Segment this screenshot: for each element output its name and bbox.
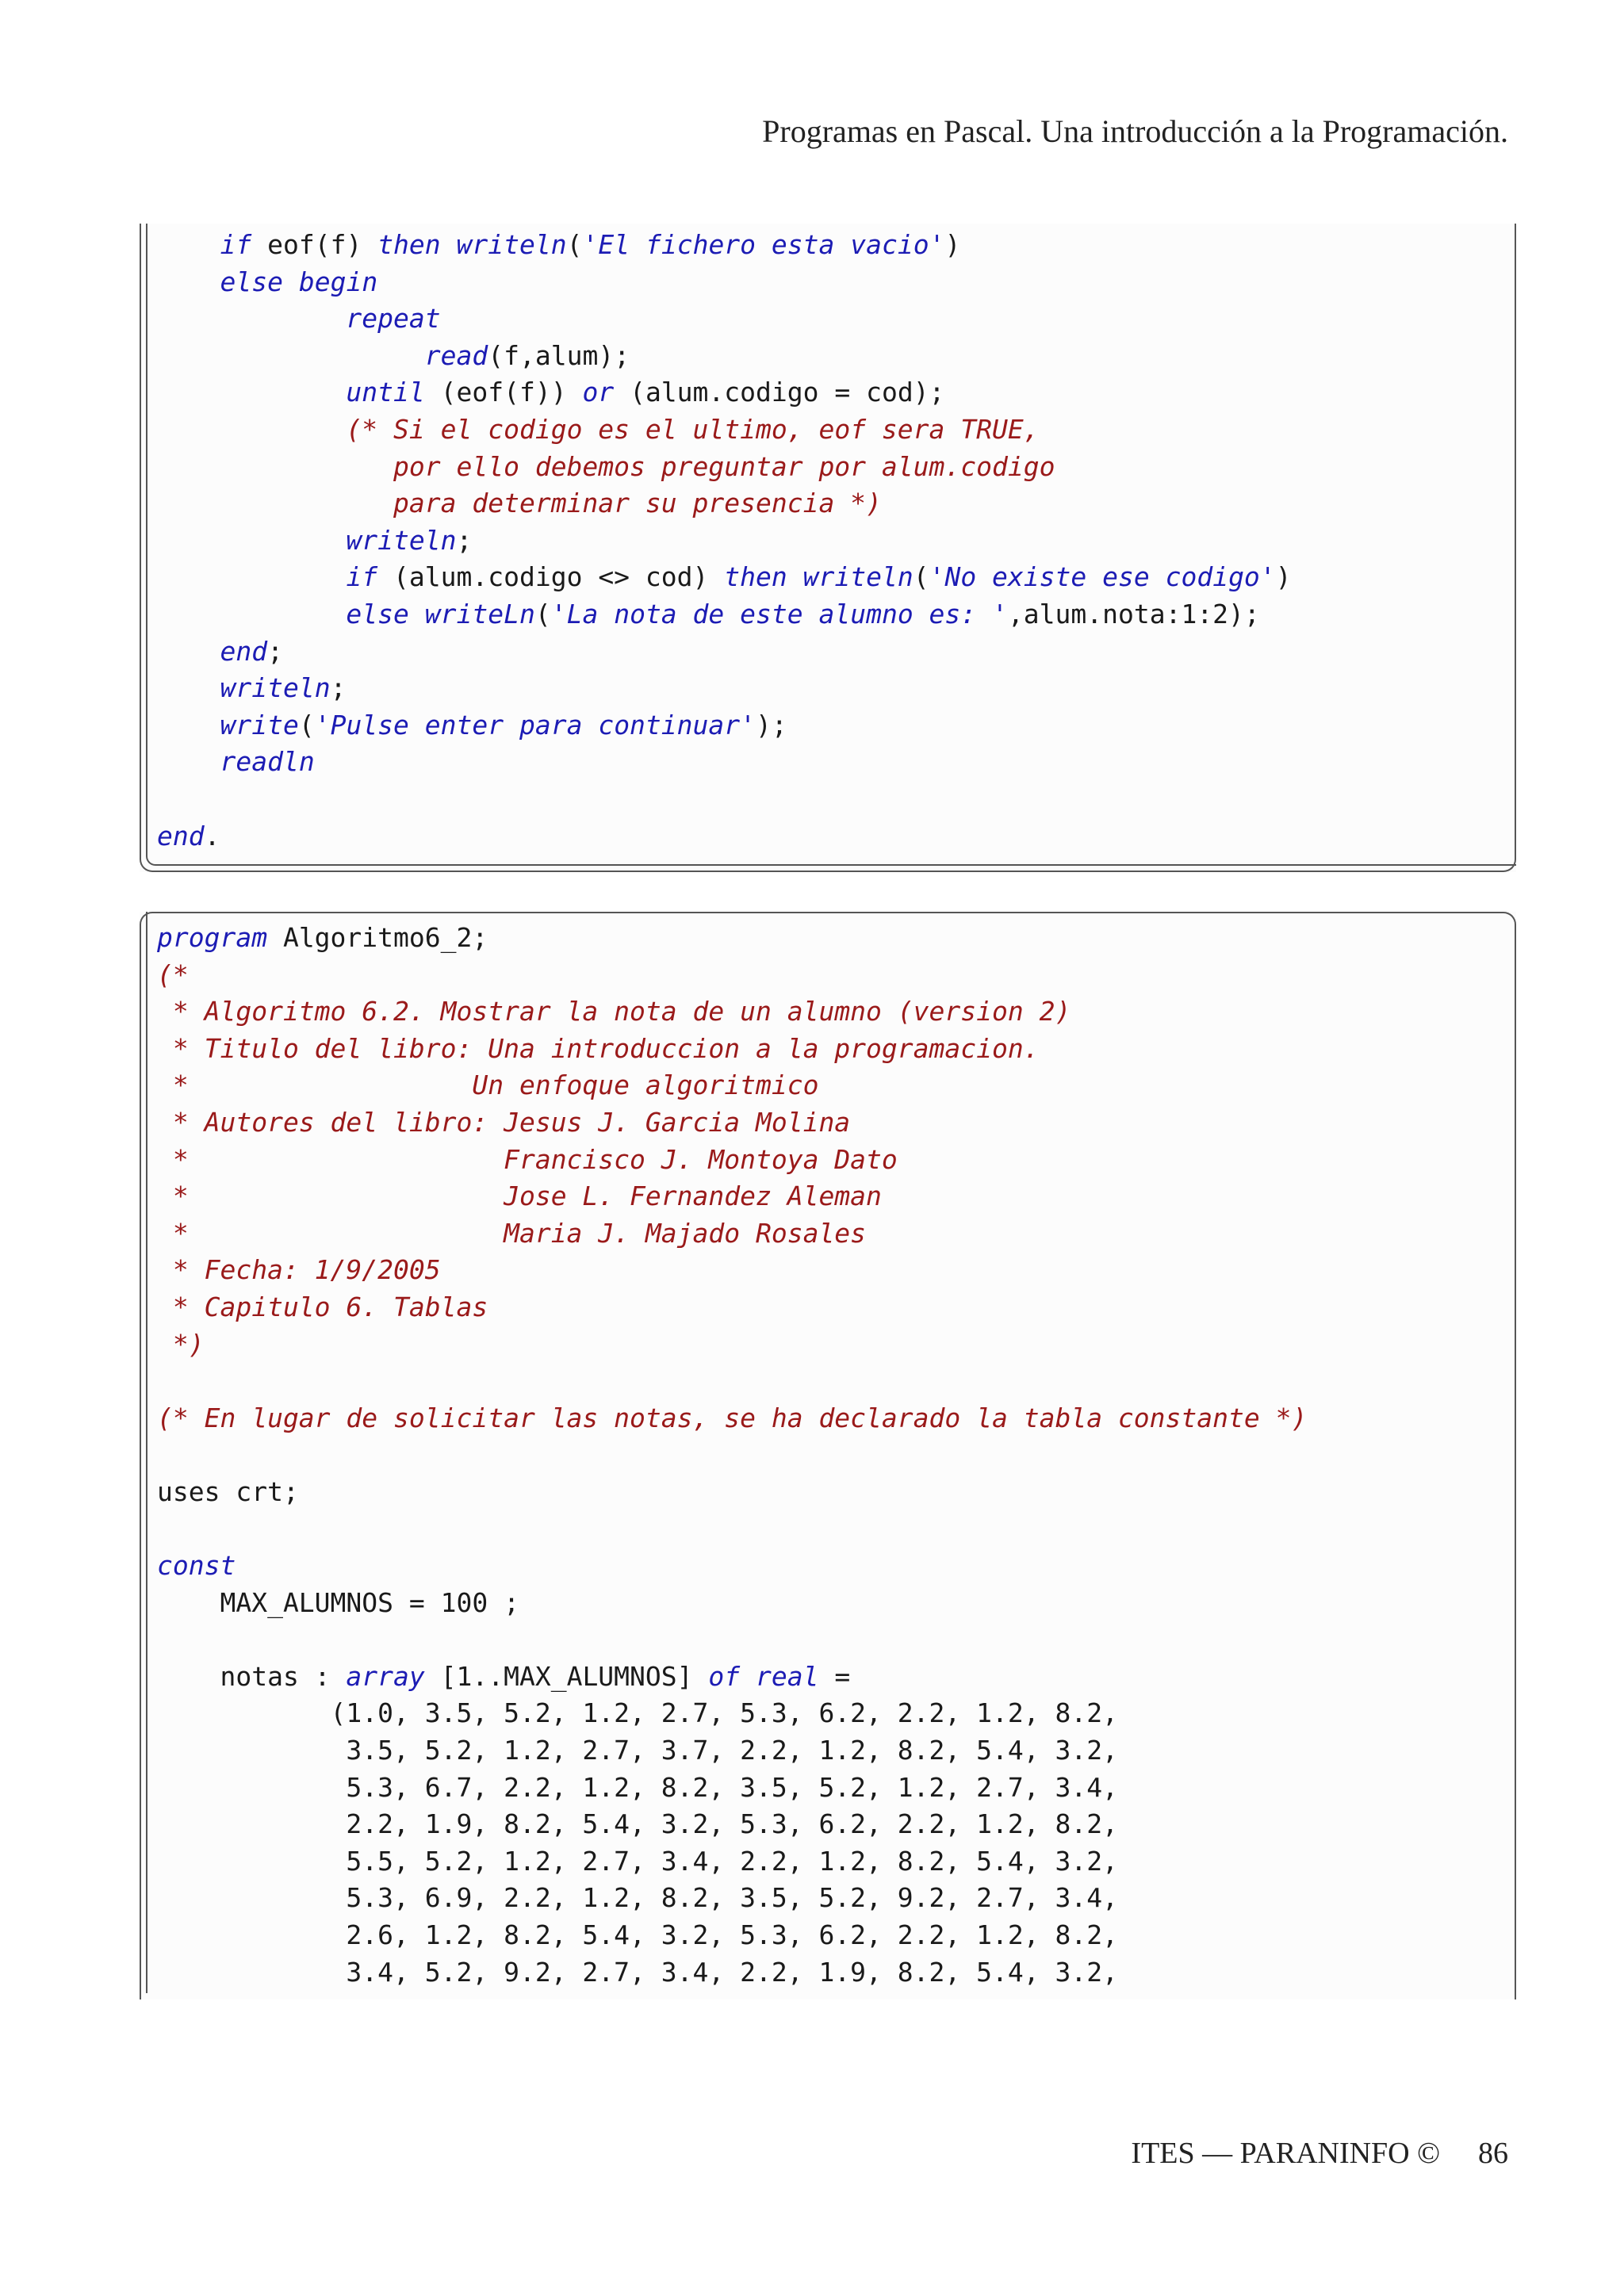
code-line (157, 920, 1307, 957)
code-token (157, 340, 425, 371)
code-line (157, 670, 1292, 707)
keyword-token: writeln (220, 672, 331, 704)
code-token: (alum.codigo = cod); (614, 377, 945, 408)
code-token: eof(f) (251, 229, 378, 260)
code-line (157, 1770, 1307, 1807)
keyword-token: or (582, 377, 615, 408)
code-line (157, 1732, 1307, 1770)
code-token (283, 266, 299, 297)
code-line (157, 1067, 1307, 1104)
code-token: ; (330, 672, 347, 704)
code-token (157, 710, 220, 740)
code-line (157, 300, 1292, 338)
code-token: 3.4, 5.2, 9.2, 2.7, 3.4, 2.2, 1.9, 8.2, 5.4, 3.2, (157, 1956, 1118, 1988)
comment-token: *) (157, 1328, 205, 1360)
code-token (157, 451, 393, 482)
comment-token: * Fecha: 1/9/2005 (157, 1254, 441, 1286)
code-token: (alum.codigo <> cod) (377, 561, 725, 593)
comment-token: para determinar su presencia *) (393, 488, 882, 519)
code-token (157, 377, 346, 408)
code-token: ); (756, 709, 787, 740)
code-token (157, 561, 346, 592)
code-token: ,alum.nota:1:2); (1007, 598, 1260, 629)
code-line (157, 1695, 1307, 1732)
code-token (157, 229, 220, 260)
keyword-token: of (708, 1660, 741, 1692)
code-line (157, 1843, 1307, 1881)
keyword-token: else (220, 266, 283, 297)
comment-token: * Autores del libro: Jesus J. Garcia Molina (157, 1106, 851, 1138)
keyword-token: writeLn (424, 598, 535, 629)
code-token: (f,alum); (488, 339, 630, 371)
code-line (157, 1215, 1307, 1253)
code-token: 5.5, 5.2, 1.2, 2.7, 3.4, 2.2, 1.2, 8.2, 5.4, 3.2, (157, 1845, 1118, 1877)
code-line (157, 1585, 1307, 1622)
keyword-token: else (346, 598, 409, 629)
code-token: ( (534, 598, 551, 629)
code-line (157, 1289, 1307, 1326)
keyword-token: then (377, 229, 441, 260)
code-token (157, 636, 220, 667)
code-line (157, 1178, 1307, 1215)
keyword-token: real (756, 1660, 819, 1692)
code-token (441, 229, 457, 260)
code-line (157, 449, 1292, 486)
code-token (157, 525, 346, 556)
keyword-token: readln (220, 746, 315, 778)
string-token: 'No existe ese codigo' (929, 561, 1276, 593)
code-line (157, 1621, 1307, 1659)
code-lines (157, 920, 1307, 1991)
string-token: 'La nota de este alumno es: ' (550, 598, 1008, 629)
code-line (157, 1880, 1307, 1917)
string-token: 'Pulse enter para continuar' (314, 709, 756, 740)
code-line (157, 1511, 1307, 1548)
code-token: 2.2, 1.9, 8.2, 5.4, 3.2, 5.3, 6.2, 2.2, 1.2, 8.2, (157, 1808, 1118, 1840)
code-line (157, 1954, 1307, 1992)
keyword-token: repeat (346, 303, 441, 335)
code-line (157, 522, 1292, 560)
keyword-token: writeln (802, 561, 914, 593)
string-token: 'El fichero esta vacio' (582, 229, 945, 260)
code-line (157, 411, 1292, 449)
keyword-token: end (157, 820, 205, 851)
comment-token: (* En lugar de solicitar las notas, se ha declarado la tabla constante *) (157, 1402, 1308, 1433)
code-line (157, 1031, 1307, 1068)
code-token (157, 599, 346, 629)
keyword-token: until (346, 377, 425, 408)
code-line (157, 818, 1292, 855)
keyword-token: writeln (456, 229, 567, 260)
keyword-token: end (220, 635, 268, 667)
comment-token: (* Si el codigo es el ultimo, eof sera TRUE, (346, 413, 1040, 445)
code-listing-continued (140, 224, 1516, 872)
code-token (409, 599, 425, 629)
code-line (157, 1548, 1307, 1585)
code-token (157, 266, 220, 297)
code-line (157, 957, 1307, 994)
code-line (157, 1326, 1307, 1364)
code-token: ; (267, 635, 283, 667)
page-number: 86 (1478, 2137, 1508, 2170)
comment-token: * Francisco J. Montoya Dato (157, 1143, 898, 1175)
code-token (157, 488, 393, 519)
code-token (157, 746, 220, 777)
code-line (157, 633, 1292, 671)
running-header: Programas en Pascal. Una introducción a la Programación. (762, 113, 1508, 149)
keyword-token: writeln (346, 524, 457, 556)
code-token: 3.5, 5.2, 1.2, 2.7, 3.7, 2.2, 1.2, 8.2, 5.4, 3.2, (157, 1735, 1118, 1766)
code-line (157, 227, 1292, 264)
keyword-token: const (157, 1550, 236, 1582)
code-token: (eof(f)) (424, 377, 583, 408)
comment-token: * Titulo del libro: Una introduccion a la programacion. (157, 1032, 1040, 1064)
code-token (157, 414, 346, 445)
code-line (157, 485, 1292, 522)
code-line (157, 1104, 1307, 1142)
keyword-token: program (157, 922, 268, 953)
code-line (157, 1659, 1307, 1696)
code-line (157, 374, 1292, 411)
page-footer (1131, 2136, 1508, 2171)
comment-token: por ello debemos preguntar por alum.codigo (393, 450, 1055, 482)
code-line (157, 338, 1292, 375)
keyword-token: if (346, 561, 378, 593)
comment-token: * Capitulo 6. Tablas (157, 1291, 488, 1322)
code-token: 2.6, 1.2, 8.2, 5.4, 3.2, 5.3, 6.2, 2.2, 1.2, 8.2, (157, 1919, 1118, 1951)
code-token: ) (1275, 561, 1292, 593)
code-line (157, 596, 1292, 633)
code-line (157, 1400, 1307, 1437)
keyword-token: begin (298, 266, 378, 297)
code-token: ) (944, 229, 961, 260)
code-token: ( (913, 561, 929, 593)
code-line (157, 707, 1292, 744)
code-token: ; (456, 524, 473, 556)
code-token: MAX_ALUMNOS = 100 ; (157, 1586, 519, 1618)
code-token: uses crt; (157, 1475, 299, 1507)
comment-token: * Un enfoque algoritmico (157, 1070, 819, 1101)
code-line (157, 1437, 1307, 1474)
code-token (787, 561, 803, 592)
code-line (157, 744, 1292, 781)
comment-token: * Maria J. Majado Rosales (157, 1217, 867, 1249)
code-token: [1..MAX_ALUMNOS] (424, 1660, 709, 1692)
code-line (157, 1474, 1307, 1511)
code-line (157, 1806, 1307, 1843)
code-token: 5.3, 6.7, 2.2, 1.2, 8.2, 3.5, 5.2, 1.2, 2.7, 3.4, (157, 1771, 1118, 1803)
comment-token: * Algoritmo 6.2. Mostrar la nota de un alumno (version 2) (157, 996, 1071, 1027)
code-line (157, 559, 1292, 596)
code-token (157, 672, 220, 703)
code-token: ( (298, 709, 315, 740)
keyword-token: read (424, 339, 488, 371)
code-line (157, 1142, 1307, 1179)
code-line (157, 781, 1292, 818)
comment-token: (* (157, 959, 189, 990)
code-line (157, 993, 1307, 1031)
keyword-token: array (346, 1660, 425, 1692)
code-token: . (204, 820, 220, 851)
keyword-token: then (724, 561, 787, 593)
code-token: = (818, 1660, 851, 1692)
code-line (157, 1252, 1307, 1289)
code-token: ( (566, 229, 583, 260)
code-line (157, 1917, 1307, 1954)
code-token (157, 303, 346, 334)
comment-token: * Jose L. Fernandez Aleman (157, 1181, 882, 1212)
publisher-credit: ITES — PARANINFO © (1131, 2137, 1440, 2170)
code-line (157, 264, 1292, 301)
keyword-token: if (220, 229, 252, 260)
keyword-token: write (220, 709, 299, 740)
code-token: 5.3, 6.9, 2.2, 1.2, 8.2, 3.5, 5.2, 9.2, 2.7, 3.4, (157, 1882, 1118, 1914)
code-lines (157, 227, 1292, 855)
code-listing-algoritmo6-2 (140, 912, 1516, 1999)
code-token (740, 1661, 756, 1692)
code-token: notas : (157, 1660, 347, 1692)
code-token: (1.0, 3.5, 5.2, 1.2, 2.7, 5.3, 6.2, 2.2, 1.2, 8.2, (157, 1697, 1118, 1729)
code-token: Algoritmo6_2; (267, 922, 488, 953)
code-line (157, 1363, 1307, 1400)
